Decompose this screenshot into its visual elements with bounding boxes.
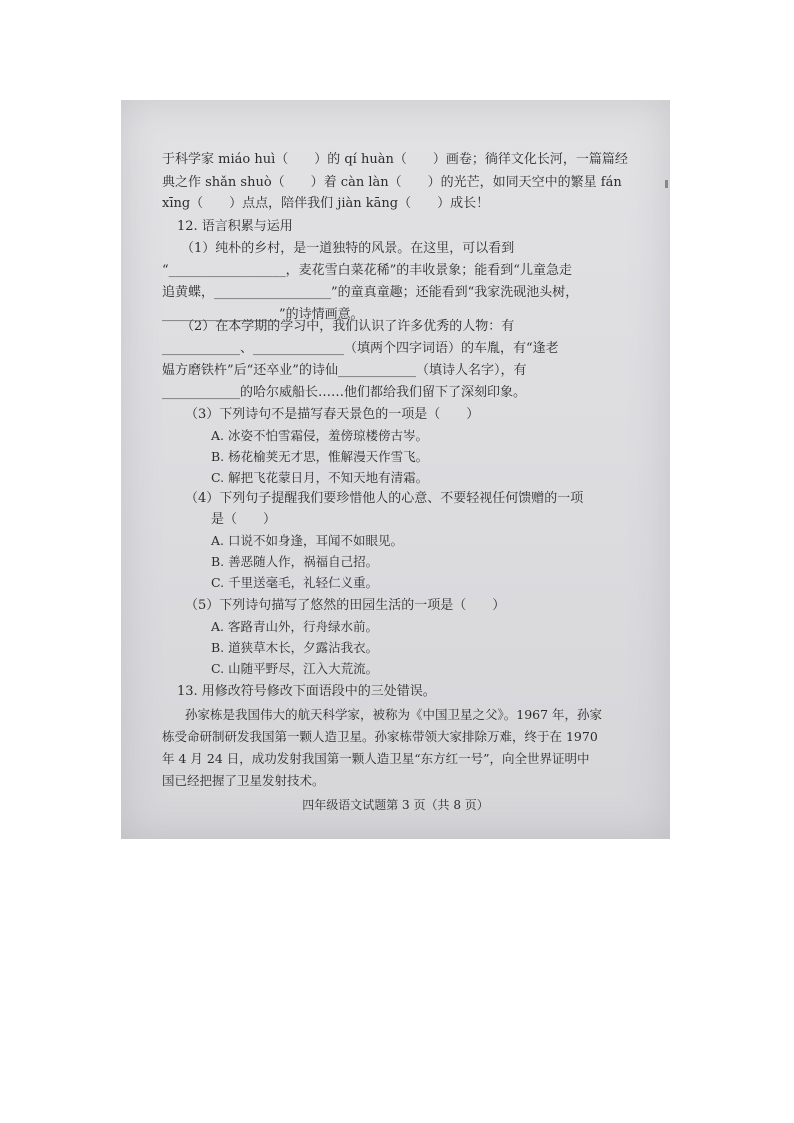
exam-page-photo bbox=[121, 100, 670, 839]
page-edge-mark bbox=[665, 180, 668, 188]
option-a: A. 客路青山外，行舟绿水前。 bbox=[211, 619, 378, 634]
text-line: 典之作 shǎn shuò（ ）着 càn làn（ ）的光芒，如同天空中的繁星 fán bbox=[162, 175, 622, 190]
text-line: （1）纯朴的乡村，是一道独特的风景。在这里，可以看到 bbox=[181, 241, 515, 256]
option-a: A. 冰姿不怕雪霜侵，羞傍琼楼傍古岑。 bbox=[211, 428, 428, 443]
question-text: （4）下列句子提醒我们要珍惜他人的心意、不要轻视任何馈赠的一项 bbox=[185, 491, 584, 506]
passage-line: 栋受命研制研发我国第一颗人造卫星。孙家栋带领大家排除万难，终于在 1970 bbox=[162, 729, 598, 744]
text-line: __________________”的诗情画意。 bbox=[162, 307, 364, 322]
page-footer: 四年级语文试题第 3 页（共 8 页） bbox=[302, 798, 489, 812]
passage-line: 孙家栋是我国伟大的航天科学家，被称为《中国卫星之父》。1967 年，孙家 bbox=[185, 707, 603, 722]
section-heading: 12. 语言积累与运用 bbox=[177, 219, 293, 234]
option-b: B. 善恶随人作，祸福自己招。 bbox=[211, 554, 379, 569]
text-line: 追黄蝶，__________________”的童真童趣；还能看到“我家洗砚池头树， bbox=[162, 285, 579, 300]
passage-line: 国已经把握了卫星发射技术。 bbox=[162, 773, 325, 788]
text-line: 于科学家 miáo huì（ ）的 qí huàn（ ）画卷；徜徉文化长河，一篇篇经 bbox=[162, 152, 628, 167]
text-line: xīng（ ）点点，陪伴我们 jiàn kāng（ ）成长！ bbox=[162, 196, 490, 211]
passage-line: 年 4 月 24 日，成功发射我国第一颗人造卫星“东方红一号”，向全世界证明中 bbox=[162, 751, 590, 766]
text-line: ____________的哈尔威船长……他们都给我们留下了深刻印象。 bbox=[162, 385, 527, 400]
option-c: C. 山随平野尽，江入大荒流。 bbox=[211, 661, 379, 676]
text-line: （2）在本学期的学习中，我们认识了许多优秀的人物：有 bbox=[181, 319, 515, 334]
option-c: C. 解把飞花蒙日月，不知天地有清霜。 bbox=[211, 470, 429, 485]
text-line: 媪方磨铁杵”后“还卒业”的诗仙____________（填诗人名字），有 bbox=[162, 363, 527, 378]
bleed-through-text bbox=[161, 455, 172, 471]
text-line: “__________________，麦花雪白菜花稀”的丰收景象；能看到“儿童急走 bbox=[162, 263, 572, 278]
option-b: B. 杨花榆荚无才思，惟解漫天作雪飞。 bbox=[211, 449, 429, 464]
option-b: B. 道狭草木长，夕露沾我衣。 bbox=[211, 640, 379, 655]
question-text: （3）下列诗句不是描写春天景色的一项是（ ） bbox=[185, 407, 480, 422]
option-a: A. 口说不如身逢，耳闻不如眼见。 bbox=[211, 533, 403, 548]
text-line: ____________、______________（填两个四字词语）的车胤，有“逢老 bbox=[162, 341, 559, 356]
section-heading: 13. 用修改符号修改下面语段中的三处错误。 bbox=[177, 684, 436, 699]
option-c: C. 千里送毫毛，礼轻仁义重。 bbox=[211, 575, 379, 590]
question-text: （5）下列诗句描写了悠然的田园生活的一项是（ ） bbox=[185, 598, 506, 613]
question-text: 是（ ） bbox=[211, 512, 277, 527]
